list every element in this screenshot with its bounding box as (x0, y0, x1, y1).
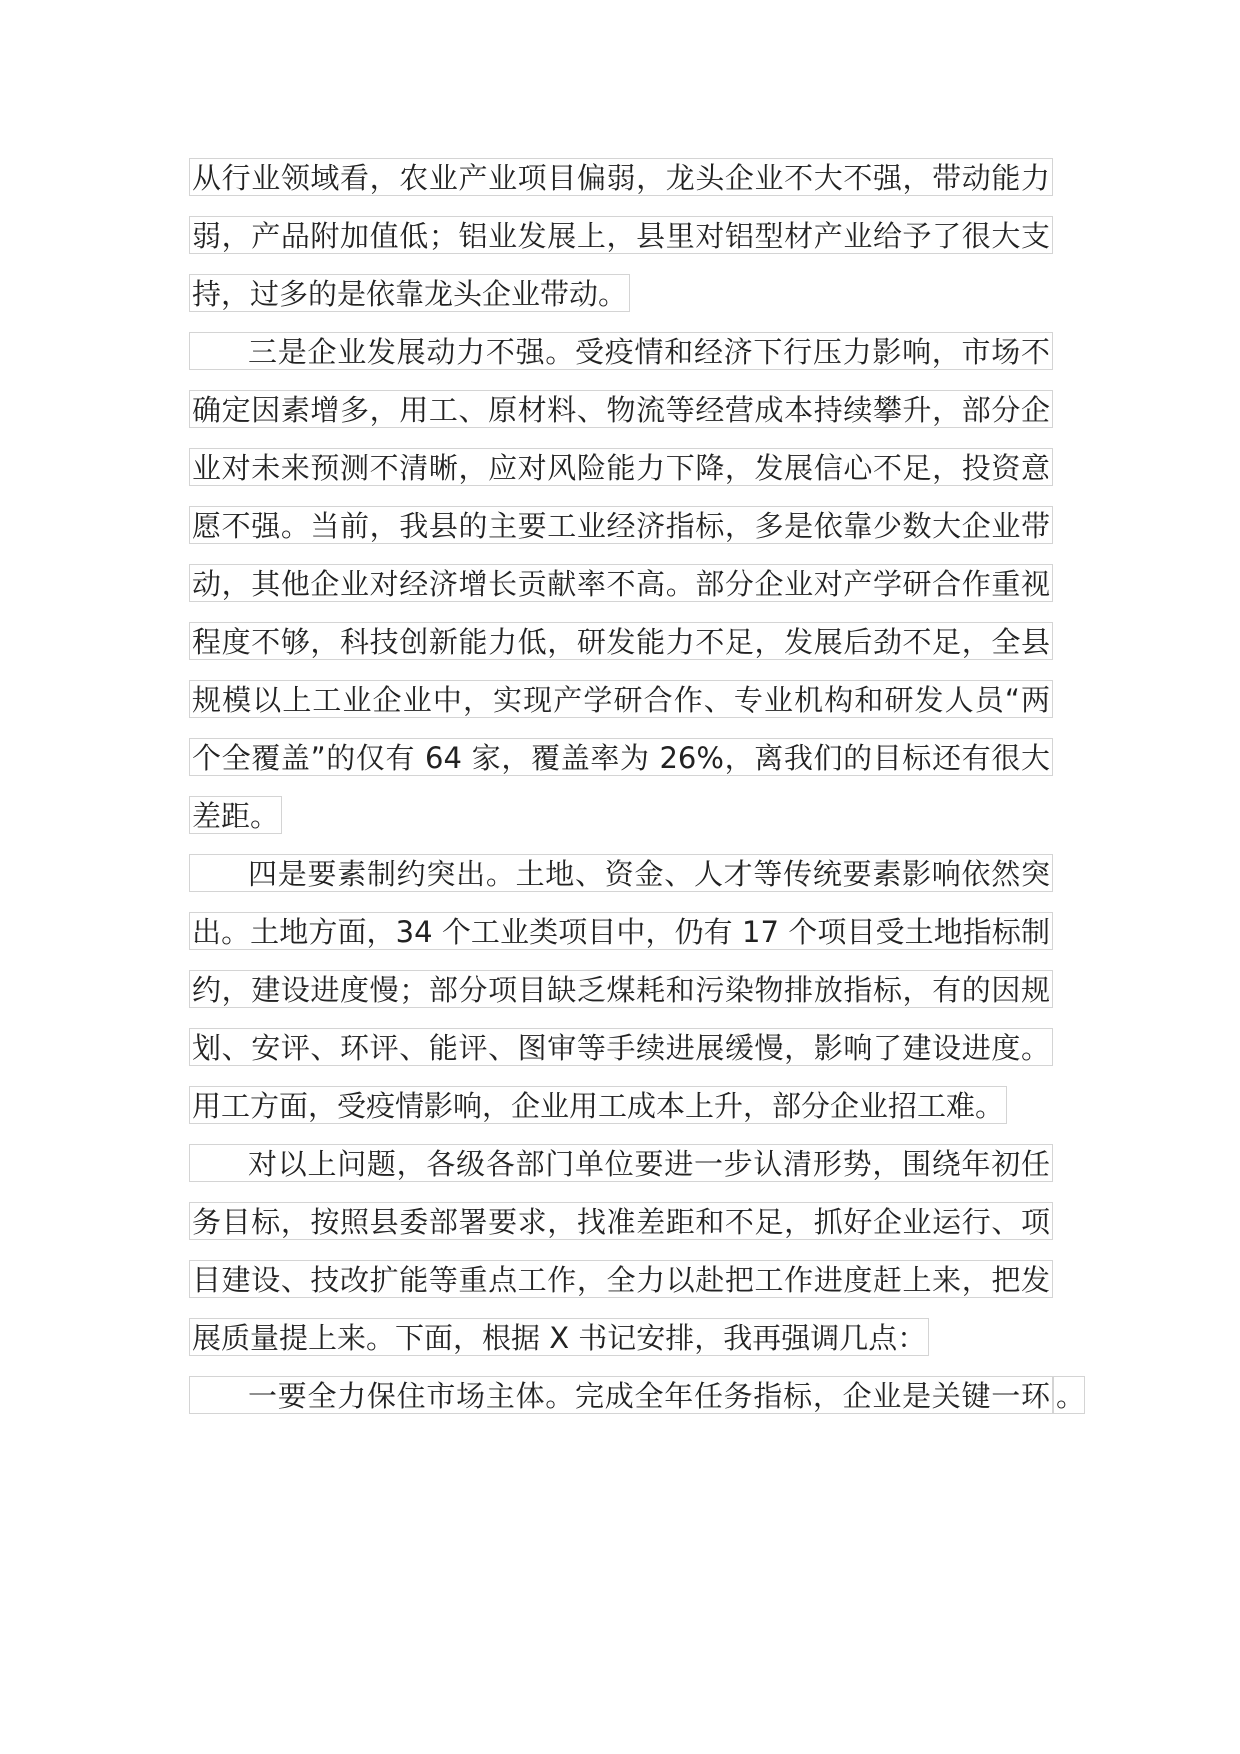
text-line: 程度不够，科技创新能力低，研发能力不足，发展后劲不足，全县 (189, 622, 1053, 660)
text-line: 约，建设进度慢；部分项目缺乏煤耗和污染物排放指标，有的因规 (189, 970, 1053, 1008)
text-line: 展质量提上来。下面，根据 X 书记安排，我再强调几点： (189, 1318, 929, 1356)
text-line: 从行业领域看，农业产业项目偏弱，龙头企业不大不强，带动能力 (189, 158, 1053, 196)
text-line: 差距。 (189, 796, 282, 834)
text-line: 持，过多的是依靠龙头企业带动。 (189, 274, 630, 312)
paragraph-first-line: 一要全力保住市场主体。完成全年任务指标，企业是关键一环 (189, 1376, 1053, 1414)
text-line: 愿不强。当前，我县的主要工业经济指标，多是依靠少数大企业带 (189, 506, 1053, 544)
overflow-punctuation: 。 (1053, 1376, 1085, 1414)
text-line: 确定因素增多，用工、原材料、物流等经营成本持续攀升，部分企 (189, 390, 1053, 428)
text-line: 划、安评、环评、能评、图审等手续进展缓慢，影响了建设进度。 (189, 1028, 1053, 1066)
paragraph-first-line: 对以上问题，各级各部门单位要进一步认清形势，围绕年初任 (189, 1144, 1053, 1182)
text-line: 出。土地方面，34 个工业类项目中，仍有 17 个项目受土地指标制 (189, 912, 1053, 950)
text-line: 用工方面，受疫情影响，企业用工成本上升，部分企业招工难。 (189, 1086, 1007, 1124)
text-line: 目建设、技改扩能等重点工作，全力以赴把工作进度赶上来，把发 (189, 1260, 1053, 1298)
text-line: 个全覆盖”的仅有 64 家，覆盖率为 26%，离我们的目标还有很大 (189, 738, 1053, 776)
text-line: 规模以上工业企业中，实现产学研合作、专业机构和研发人员“两 (189, 680, 1053, 718)
text-line: 业对未来预测不清晰，应对风险能力下降，发展信心不足，投资意 (189, 448, 1053, 486)
text-line: 动，其他企业对经济增长贡献率不高。部分企业对产学研合作重视 (189, 564, 1053, 602)
paragraph-first-line: 四是要素制约突出。土地、资金、人才等传统要素影响依然突 (189, 854, 1053, 892)
text-line: 弱，产品附加值低；铝业发展上，县里对铝型材产业给予了很大支 (189, 216, 1053, 254)
text-line: 务目标，按照县委部署要求，找准差距和不足，抓好企业运行、项 (189, 1202, 1053, 1240)
paragraph-first-line: 三是企业发展动力不强。受疫情和经济下行压力影响，市场不 (189, 332, 1053, 370)
